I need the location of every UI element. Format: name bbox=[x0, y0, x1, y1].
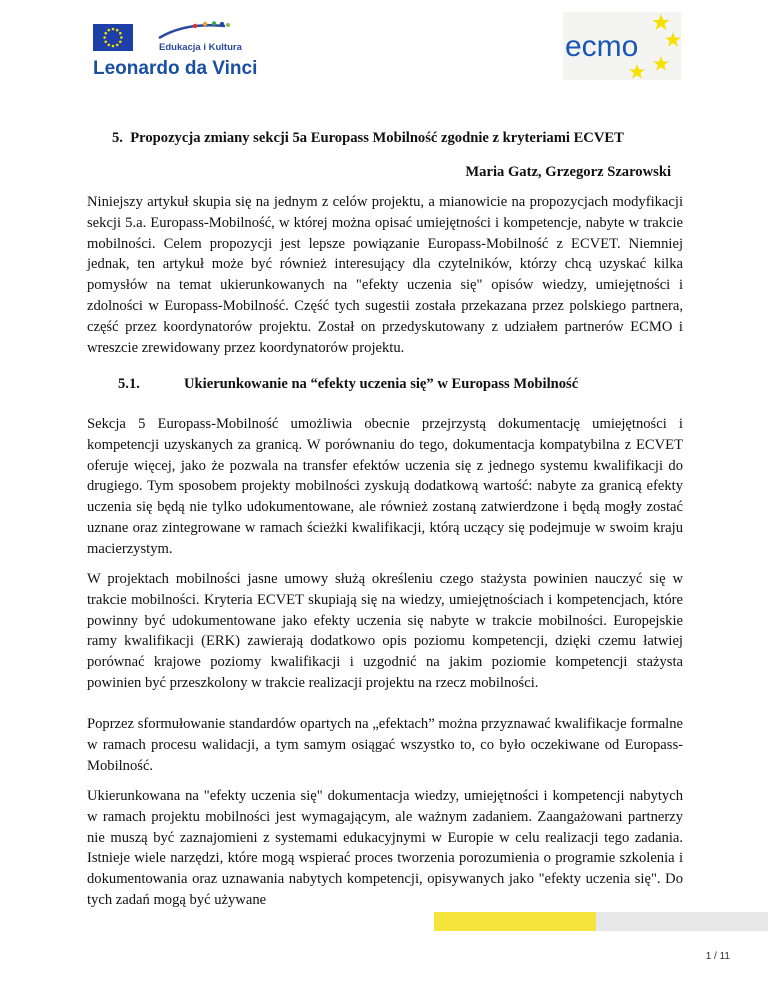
paragraph-3: Poprzez sformułowanie standardów opartych na „efektach” można przyznawać kwalifikacje formalne w ramach procesu walidacji, a tym samym osiągać wszystko to, co było oczekiwane od Europass-Mobilność. bbox=[87, 716, 683, 774]
education-culture-graphic-icon bbox=[155, 20, 233, 42]
eu-program-label: Edukacja i Kultura bbox=[159, 42, 242, 53]
ecmo-logo-text: ecmo bbox=[565, 30, 639, 63]
paragraph-4: Ukierunkowana na "efekty uczenia się" dokumentacja wiedzy, umiejętności i kompetencji nabytych w ramach projektu mobilności jest wymagającym, ale ważnym zadaniem. Zaangażowani partnerzy nie muszą być zaznajomieni z systemami edukacyjnymi w Europie w celu realizacji tego zadania. Istnieje wiele narzędzi, które mogą wspierać proces tworzenia porozumienia o programie szkolenia i dokumentowania oraz uznawania nabytych kompetencji, opisywanych jako "efekty uczenia się". Do tych zadań mogą być używane bbox=[87, 788, 683, 908]
program-name: Leonardo da Vinci bbox=[93, 58, 258, 79]
footer-gray-bar bbox=[596, 912, 768, 931]
subsection-number: 5.1. bbox=[118, 376, 140, 392]
section-title: 5. Propozycja zmiany sekcji 5a Europass Mobilność zgodnie z kryteriami ECVET bbox=[112, 130, 624, 146]
authors: Maria Gatz, Grzegorz Szarowski bbox=[465, 164, 671, 180]
page-number: 1 / 11 bbox=[705, 951, 730, 962]
eu-leonardo-logo bbox=[93, 18, 273, 84]
subsection-title: Ukierunkowanie na “efekty uczenia się” w Europass Mobilność bbox=[184, 376, 579, 392]
intro-paragraph: Niniejszy artykuł skupia się na jednym z celów projektu, a mianowicie na propozycjach modyfikacji sekcji 5.a. Europass-Mobilność, w której można opisać umiejętności i kompetencje, nabyte w trakcie mobilności. Celem propozycji jest lepsze powiązanie Europass-Mobilność z ECVET. Niemniej jednak, ten artykuł może być również interesujący dla czytelników, którzy chcą uzyskać kilka pomysłów na temat ukierunkowanych na "efekty uczenia się" opisów wiedzy, umiejętności i zdolności w Europass-Mobilność. Część tych sugestii została przekazana przez polskiego partnera, część przez koordynatorów projektu. Został on przedyskutowany z udziałem partnerów ECMO i wreszcie zrewidowany przez koordynatorów projektu. bbox=[87, 194, 683, 356]
ecmo-logo bbox=[563, 12, 681, 80]
eu-flag-icon bbox=[93, 24, 133, 51]
paragraph-1: Sekcja 5 Europass-Mobilność umożliwia obecnie przejrzystą dokumentację umiejętności i kompetencji uzyskanych za granicą. W porównaniu do tego, dokumentacja kompatybilna z ECVET oferuje więcej, jako że pozwala na transfer efektów uczenia się z jednego systemu kwalifikacji do drugiego. Tym sposobem projekty mobilności zyskują dodatkową wartość: nabyte za granicą efekty uczenia się będą nie tylko udokumentowane, ale również zostaną zatwierdzone i będą mogły zostać uznane oraz zintegrowane w ramach ścieżki kwalifikacji, którą uczący się podejmuje w swoim kraju macierzystym. bbox=[87, 416, 683, 557]
paragraph-2: W projektach mobilności jasne umowy służą określeniu czego stażysta powinien nauczyć się w trakcie mobilności. Kryteria ECVET skupiają się na wiedzy, umiejętnościach i kompetencjach, które powinny być udokumentowane jako efekty uczenia się nabyte w trakcie mobilności. Europejskie ramy kwalifikacji (ERK) zawierają dodatkowo opis poziomu kompetencji, dzięki czemu łatwiej porównać krajowe poziomy kwalifikacji i uzgodnić na jakim poziomie kompetencji stażysta powinien być przeszkolony w trakcie realizacji projektu na rzecz mobilności. bbox=[87, 571, 683, 691]
